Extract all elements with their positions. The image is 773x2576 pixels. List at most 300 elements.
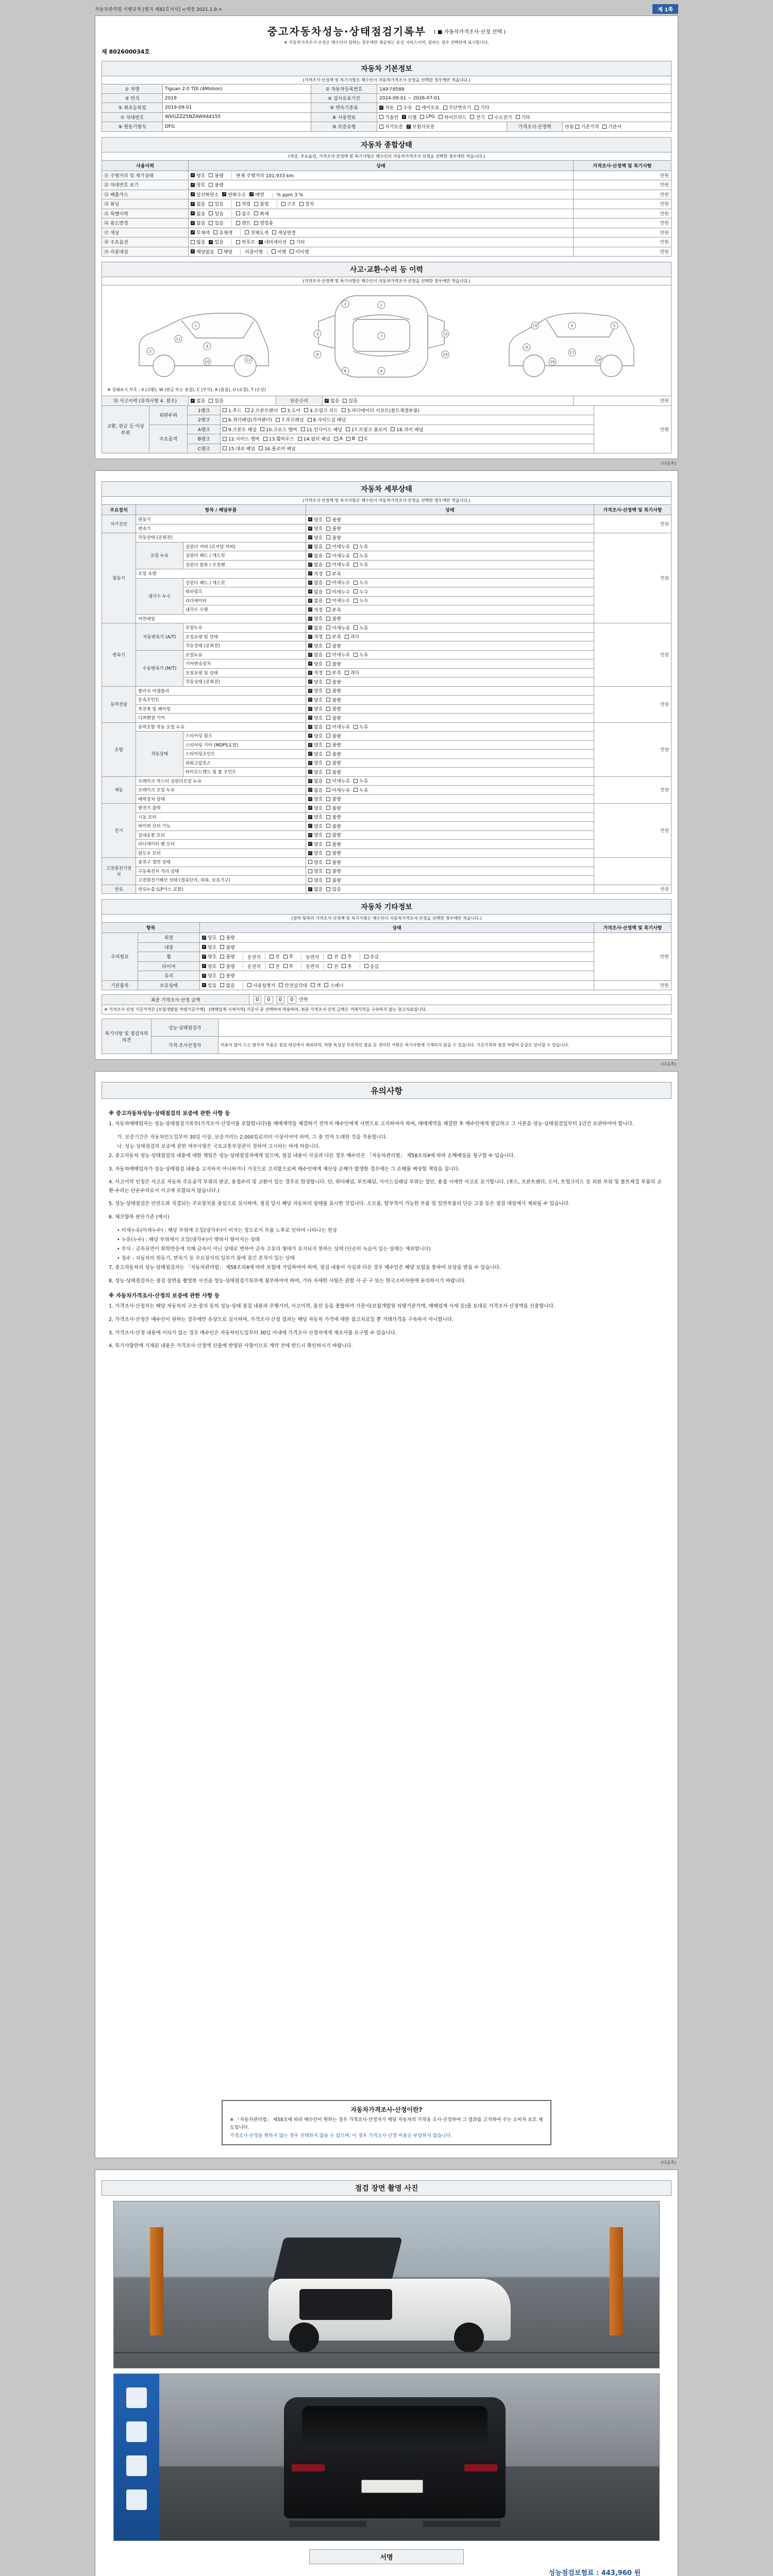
checkbox-icon[interactable] [236, 240, 240, 244]
checkbox-icon[interactable] [343, 399, 347, 403]
checkbox-icon[interactable] [276, 418, 280, 422]
checkbox-누수[interactable] [354, 579, 368, 586]
checkbox-icon[interactable] [308, 761, 312, 765]
checkbox-icon[interactable] [326, 617, 330, 621]
checkbox-icon[interactable] [247, 983, 251, 987]
checkbox-있음[interactable] [209, 397, 223, 404]
checkbox-icon[interactable] [283, 964, 288, 968]
checkbox-icon[interactable] [326, 517, 330, 521]
checkbox-양호[interactable] [308, 697, 323, 703]
checkbox-스패너[interactable] [324, 982, 343, 989]
checkbox-icon[interactable] [326, 761, 330, 765]
checkbox-무채색[interactable] [191, 229, 210, 236]
checkbox-구조[interactable] [281, 200, 296, 207]
checkbox-icon[interactable] [420, 115, 424, 119]
checkbox-icon[interactable] [308, 743, 312, 747]
checkbox-icon[interactable] [326, 815, 330, 819]
checkbox-전[interactable] [328, 953, 338, 960]
checkbox-icon[interactable] [223, 418, 227, 422]
checkbox-불량[interactable] [220, 953, 234, 960]
checkbox-icon[interactable] [272, 249, 276, 253]
checkbox-미세누유[interactable] [326, 787, 350, 793]
checkbox-불량[interactable] [326, 679, 341, 685]
checkbox-양호[interactable] [308, 859, 323, 866]
checkbox-없음[interactable] [191, 200, 205, 207]
checkbox-icon[interactable] [354, 625, 358, 630]
checkbox-icon[interactable] [475, 106, 479, 110]
price-survey-select-label[interactable]: ( ■ 자동차가격조사·산정 선택 ) [433, 29, 506, 35]
checkbox-1.후드[interactable] [223, 407, 242, 414]
checkbox-icon[interactable] [354, 563, 358, 567]
checkbox-icon[interactable] [326, 643, 330, 648]
checkbox-icon[interactable] [308, 581, 312, 585]
checkbox-8.사이드실 패널[interactable] [308, 416, 346, 423]
checkbox-icon[interactable] [308, 662, 312, 666]
checkbox-icon[interactable] [326, 589, 330, 594]
checkbox-부족[interactable] [326, 606, 341, 613]
checkbox-icon[interactable] [345, 635, 349, 639]
checkbox-icon[interactable] [308, 571, 312, 575]
checkbox-icon[interactable] [326, 625, 330, 630]
checkbox-누유[interactable] [354, 787, 368, 793]
checkbox-기준가격[interactable] [575, 123, 599, 130]
checkbox-없음[interactable] [308, 723, 323, 730]
checkbox-있음[interactable] [209, 219, 223, 226]
checkbox-icon[interactable] [328, 964, 332, 968]
checkbox-미세누유[interactable] [326, 777, 350, 784]
checkbox-icon[interactable] [345, 671, 349, 675]
checkbox-불량[interactable] [326, 534, 341, 541]
checkbox-없음[interactable] [308, 552, 323, 559]
checkbox-3.도어[interactable] [281, 407, 300, 414]
checkbox-불량[interactable] [326, 823, 341, 829]
checkbox-icon[interactable] [308, 625, 312, 630]
checkbox-icon[interactable] [308, 716, 312, 720]
checkbox-icon[interactable] [220, 964, 224, 968]
checkbox-icon[interactable] [220, 945, 224, 949]
checkbox-icon[interactable] [254, 202, 258, 206]
checkbox-icon[interactable] [308, 824, 312, 828]
checkbox-icon[interactable] [298, 437, 302, 441]
checkbox-양호[interactable] [308, 814, 323, 820]
checkbox-icon[interactable] [354, 599, 358, 603]
checkbox-불량[interactable] [326, 642, 341, 649]
checkbox-불량[interactable] [326, 715, 341, 721]
checkbox-icon[interactable] [334, 437, 338, 441]
checkbox-icon[interactable] [308, 878, 312, 882]
checkbox-색상변경[interactable] [272, 229, 296, 236]
checkbox-icon[interactable] [439, 115, 443, 119]
checkbox-icon[interactable] [222, 192, 226, 196]
checkbox-양호[interactable] [202, 953, 216, 960]
checkbox-잭[interactable] [311, 982, 321, 989]
checkbox-icon[interactable] [263, 437, 267, 441]
checkbox-무단변속기[interactable] [443, 104, 471, 111]
checkbox-보험사보증[interactable] [407, 123, 434, 130]
checkbox-없음[interactable] [308, 543, 323, 550]
checkbox-전체도색[interactable] [245, 229, 268, 236]
checkbox-불량[interactable] [326, 868, 341, 874]
checkbox-불량[interactable] [326, 741, 341, 748]
checkbox-2.프론트펜더[interactable] [245, 407, 278, 414]
checkbox-해당[interactable] [218, 248, 232, 255]
checkbox-icon[interactable] [326, 553, 330, 557]
checkbox-icon[interactable] [245, 230, 249, 234]
checkbox-디젤[interactable] [402, 114, 416, 121]
checkbox-누수[interactable] [354, 597, 368, 604]
checkbox-icon[interactable] [213, 230, 217, 234]
checkbox-자기보증[interactable] [379, 123, 403, 130]
checkbox-기타[interactable] [516, 114, 530, 121]
checkbox-icon[interactable] [308, 671, 312, 675]
checkbox-없음[interactable] [191, 219, 205, 226]
checkbox-적정[interactable] [308, 669, 323, 676]
checkbox-icon[interactable] [209, 221, 213, 225]
checkbox-불량[interactable] [326, 759, 341, 766]
checkbox-없음[interactable] [308, 561, 323, 568]
checkbox-icon[interactable] [575, 125, 579, 129]
checkbox-icon[interactable] [379, 125, 383, 129]
checkbox-불량[interactable] [326, 769, 341, 775]
checkbox-icon[interactable] [326, 734, 330, 738]
checkbox-icon[interactable] [308, 617, 312, 621]
checkbox-icon[interactable] [326, 689, 330, 693]
checkbox-불법[interactable] [254, 200, 268, 207]
checkbox-기타[interactable] [290, 239, 305, 245]
checkbox-icon[interactable] [191, 202, 195, 206]
checkbox-누유[interactable] [354, 777, 368, 784]
checkbox-icon[interactable] [299, 202, 304, 206]
checkbox-있음[interactable] [209, 210, 223, 217]
checkbox-과다[interactable] [345, 669, 359, 676]
checkbox-icon[interactable] [308, 517, 312, 521]
checkbox-세미오토[interactable] [416, 104, 440, 111]
checkbox-icon[interactable] [379, 115, 383, 119]
checkbox-양호[interactable] [308, 841, 323, 848]
checkbox-없음[interactable] [191, 397, 205, 404]
checkbox-icon[interactable] [326, 842, 330, 846]
checkbox-icon[interactable] [308, 842, 312, 846]
checkbox-10.크로스 멤버[interactable] [260, 426, 297, 433]
checkbox-icon[interactable] [324, 983, 328, 987]
checkbox-icon[interactable] [223, 446, 227, 450]
checkbox-icon[interactable] [308, 869, 312, 873]
checkbox-icon[interactable] [326, 797, 330, 801]
checkbox-icon[interactable] [308, 607, 312, 612]
checkbox-icon[interactable] [308, 553, 312, 557]
checkbox-5.라디에이터 서포트(볼트체결부품)[interactable] [342, 407, 419, 414]
checkbox-불량[interactable] [326, 841, 341, 848]
checkbox-icon[interactable] [407, 125, 411, 129]
checkbox-부족[interactable] [326, 570, 341, 577]
checkbox-icon[interactable] [202, 974, 206, 978]
checkbox-icon[interactable] [308, 599, 312, 603]
checkbox-icon[interactable] [308, 779, 312, 783]
checkbox-icon[interactable] [326, 806, 330, 810]
checkbox-누유[interactable] [354, 624, 368, 631]
checkbox-icon[interactable] [308, 689, 312, 693]
checkbox-영업용[interactable] [254, 219, 273, 226]
checkbox-15.대쉬 패널[interactable] [223, 445, 255, 452]
checkbox-후[interactable] [342, 963, 352, 970]
checkbox-icon[interactable] [191, 399, 195, 403]
checkbox-icon[interactable] [397, 106, 401, 110]
checkbox-누유[interactable] [354, 723, 368, 730]
checkbox-없음[interactable] [308, 777, 323, 784]
checkbox-icon[interactable] [281, 408, 285, 412]
checkbox-icon[interactable] [308, 643, 312, 648]
checkbox-icon[interactable] [326, 545, 330, 549]
checkbox-icon[interactable] [308, 734, 312, 738]
checkbox-적정[interactable] [308, 633, 323, 640]
checkbox-icon[interactable] [354, 725, 358, 729]
checkbox-양호[interactable] [308, 751, 323, 757]
checkbox-미이행[interactable] [290, 248, 309, 255]
checkbox-icon[interactable] [326, 662, 330, 666]
checkbox-없음[interactable] [308, 624, 323, 631]
checkbox-양호[interactable] [308, 642, 323, 649]
checkbox-후[interactable] [283, 953, 294, 960]
checkbox-양호[interactable] [308, 850, 323, 856]
checkbox-양호[interactable] [308, 805, 323, 811]
checkbox-icon[interactable] [326, 571, 330, 575]
checkbox-네비게이션[interactable] [259, 239, 287, 245]
checkbox-불량[interactable] [326, 814, 341, 820]
checkbox-icon[interactable] [191, 173, 195, 177]
checkbox-icon[interactable] [364, 955, 368, 959]
checkbox-icon[interactable] [326, 869, 330, 873]
checkbox-해당없음[interactable] [191, 248, 214, 255]
checkbox-icon[interactable] [326, 535, 330, 539]
checkbox-4.트렁크 리드[interactable] [304, 407, 338, 414]
checkbox-icon[interactable] [191, 183, 195, 187]
checkbox-누유[interactable] [354, 651, 368, 658]
checkbox-미세누유[interactable] [326, 624, 350, 631]
checkbox-icon[interactable] [354, 653, 358, 657]
checkbox-icon[interactable] [308, 418, 312, 422]
checkbox-전[interactable] [270, 953, 280, 960]
checkbox-B[interactable] [346, 436, 355, 442]
checkbox-후[interactable] [283, 963, 294, 970]
checkbox-없음[interactable] [308, 597, 323, 604]
checkbox-양호[interactable] [308, 877, 323, 884]
checkbox-부족[interactable] [326, 633, 341, 640]
checkbox-icon[interactable] [308, 589, 312, 594]
checkbox-icon[interactable] [326, 607, 330, 612]
checkbox-icon[interactable] [209, 240, 213, 244]
checkbox-icon[interactable] [270, 955, 274, 959]
checkbox-불량[interactable] [220, 944, 234, 951]
checkbox-icon[interactable] [281, 202, 285, 206]
checkbox-icon[interactable] [220, 983, 224, 987]
checkbox-icon[interactable] [308, 752, 312, 756]
checkbox-13.휠하우스[interactable] [263, 435, 294, 442]
checkbox-전기[interactable] [470, 114, 484, 121]
checkbox-불량[interactable] [326, 795, 341, 802]
checkbox-불량[interactable] [220, 934, 234, 941]
checkbox-불량[interactable] [326, 660, 341, 667]
checkbox-양호[interactable] [308, 715, 323, 721]
checkbox-icon[interactable] [326, 653, 330, 657]
checkbox-icon[interactable] [308, 535, 312, 539]
checkbox-icon[interactable] [379, 106, 383, 110]
checkbox-icon[interactable] [191, 240, 195, 244]
checkbox-icon[interactable] [342, 964, 346, 968]
checkbox-후[interactable] [342, 953, 352, 960]
checkbox-icon[interactable] [364, 964, 368, 968]
checkbox-icon[interactable] [326, 851, 330, 855]
checkbox-icon[interactable] [308, 815, 312, 819]
checkbox-응급[interactable] [364, 963, 379, 970]
checkbox-양호[interactable] [308, 868, 323, 874]
checkbox-icon[interactable] [443, 106, 447, 110]
checkbox-icon[interactable] [342, 408, 346, 412]
checkbox-11.인사이드 패널[interactable] [301, 426, 342, 433]
checkbox-18.리어 패널[interactable] [391, 426, 423, 433]
checkbox-icon[interactable] [326, 698, 330, 702]
checkbox-없음[interactable] [191, 239, 205, 245]
checkbox-icon[interactable] [308, 887, 312, 891]
checkbox-없음[interactable] [325, 397, 339, 404]
checkbox-icon[interactable] [326, 680, 330, 684]
checkbox-icon[interactable] [202, 936, 206, 940]
checkbox-icon[interactable] [304, 408, 308, 412]
checkbox-16.플로어 패널[interactable] [259, 445, 296, 452]
checkbox-12.사이드 멤버[interactable] [223, 435, 260, 442]
checkbox-icon[interactable] [326, 779, 330, 783]
checkbox-사용설명서[interactable] [247, 982, 275, 989]
checkbox-icon[interactable] [308, 680, 312, 684]
checkbox-icon[interactable] [354, 553, 358, 557]
checkbox-없음[interactable] [308, 588, 323, 595]
checkbox-icon[interactable] [254, 211, 258, 215]
checkbox-불량[interactable] [326, 615, 341, 622]
checkbox-적법[interactable] [236, 200, 250, 207]
checkbox-icon[interactable] [326, 563, 330, 567]
checkbox-없음[interactable] [308, 886, 323, 892]
checkbox-미세누수[interactable] [326, 588, 350, 595]
checkbox-A[interactable] [334, 436, 343, 442]
checkbox-양호[interactable] [308, 759, 323, 766]
checkbox-없음[interactable] [191, 210, 205, 217]
checkbox-안전삼각대[interactable] [279, 982, 307, 989]
checkbox-icon[interactable] [301, 427, 305, 431]
checkbox-icon[interactable] [236, 202, 240, 206]
checkbox-icon[interactable] [326, 599, 330, 603]
checkbox-있음[interactable] [209, 239, 223, 245]
checkbox-양호[interactable] [308, 733, 323, 739]
checkbox-icon[interactable] [489, 115, 493, 119]
checkbox-렌트[interactable] [236, 219, 250, 226]
checkbox-icon[interactable] [220, 974, 224, 978]
checkbox-불량[interactable] [326, 687, 341, 694]
checkbox-icon[interactable] [209, 183, 213, 187]
checkbox-icon[interactable] [202, 945, 206, 949]
checkbox-icon[interactable] [191, 192, 195, 196]
checkbox-icon[interactable] [308, 788, 312, 792]
checkbox-icon[interactable] [416, 106, 420, 110]
checkbox-있음[interactable] [209, 200, 223, 207]
checkbox-양호[interactable] [308, 679, 323, 685]
checkbox-icon[interactable] [354, 788, 358, 792]
checkbox-양호[interactable] [202, 963, 216, 970]
checkbox-icon[interactable] [342, 955, 346, 959]
checkbox-없음[interactable] [308, 787, 323, 793]
checkbox-미세누유[interactable] [326, 723, 350, 730]
checkbox-icon[interactable] [308, 707, 312, 711]
checkbox-매연[interactable] [249, 191, 264, 198]
checkbox-icon[interactable] [354, 779, 358, 783]
checkbox-화재[interactable] [254, 210, 268, 217]
checkbox-탄화수소[interactable] [222, 191, 246, 198]
checkbox-7.루프패널[interactable] [276, 416, 304, 423]
checkbox-icon[interactable] [354, 589, 358, 594]
checkbox-이행[interactable] [272, 248, 286, 255]
checkbox-icon[interactable] [308, 545, 312, 549]
checkbox-icon[interactable] [209, 173, 213, 177]
checkbox-있음[interactable] [202, 982, 216, 989]
checkbox-전[interactable] [270, 963, 280, 970]
checkbox-icon[interactable] [202, 983, 206, 987]
checkbox-없음[interactable] [308, 579, 323, 586]
checkbox-icon[interactable] [308, 725, 312, 729]
checkbox-icon[interactable] [283, 955, 288, 959]
checkbox-불량[interactable] [326, 525, 341, 532]
checkbox-icon[interactable] [191, 249, 195, 253]
checkbox-과다[interactable] [345, 633, 359, 640]
checkbox-17.트렁크 플로어[interactable] [346, 426, 387, 433]
checkbox-9.프론트 패널[interactable] [223, 426, 257, 433]
checkbox-14.필러 패널[interactable] [298, 435, 330, 442]
checkbox-icon[interactable] [308, 851, 312, 855]
checkbox-불량[interactable] [326, 697, 341, 703]
checkbox-icon[interactable] [308, 860, 312, 864]
checkbox-미세누수[interactable] [326, 579, 350, 586]
checkbox-불량[interactable] [326, 859, 341, 866]
checkbox-icon[interactable] [326, 788, 330, 792]
checkbox-양호[interactable] [308, 687, 323, 694]
checkbox-icon[interactable] [326, 752, 330, 756]
checkbox-icon[interactable] [326, 833, 330, 837]
checkbox-불량[interactable] [326, 705, 341, 712]
checkbox-icon[interactable] [326, 770, 330, 774]
checkbox-불량[interactable] [326, 832, 341, 838]
checkbox-있음[interactable] [326, 886, 341, 892]
checkbox-양호[interactable] [202, 972, 216, 979]
checkbox-icon[interactable] [326, 635, 330, 639]
checkbox-양호[interactable] [308, 769, 323, 775]
checkbox-icon[interactable] [359, 437, 363, 441]
checkbox-icon[interactable] [308, 770, 312, 774]
checkbox-icon[interactable] [223, 427, 227, 431]
checkbox-icon[interactable] [209, 399, 213, 403]
checkbox-icon[interactable] [218, 249, 222, 253]
checkbox-침수[interactable] [236, 210, 250, 217]
checkbox-icon[interactable] [259, 240, 263, 244]
checkbox-icon[interactable] [326, 743, 330, 747]
checkbox-icon[interactable] [249, 192, 254, 196]
checkbox-LPG[interactable] [420, 114, 434, 120]
checkbox-미세누유[interactable] [326, 651, 350, 658]
checkbox-icon[interactable] [326, 716, 330, 720]
checkbox-icon[interactable] [254, 221, 258, 225]
checkbox-icon[interactable] [311, 983, 315, 987]
checkbox-icon[interactable] [326, 671, 330, 675]
checkbox-기타[interactable] [475, 104, 489, 111]
checkbox-일산화탄소[interactable] [191, 191, 219, 198]
checkbox-icon[interactable] [354, 581, 358, 585]
checkbox-icon[interactable] [259, 446, 263, 450]
